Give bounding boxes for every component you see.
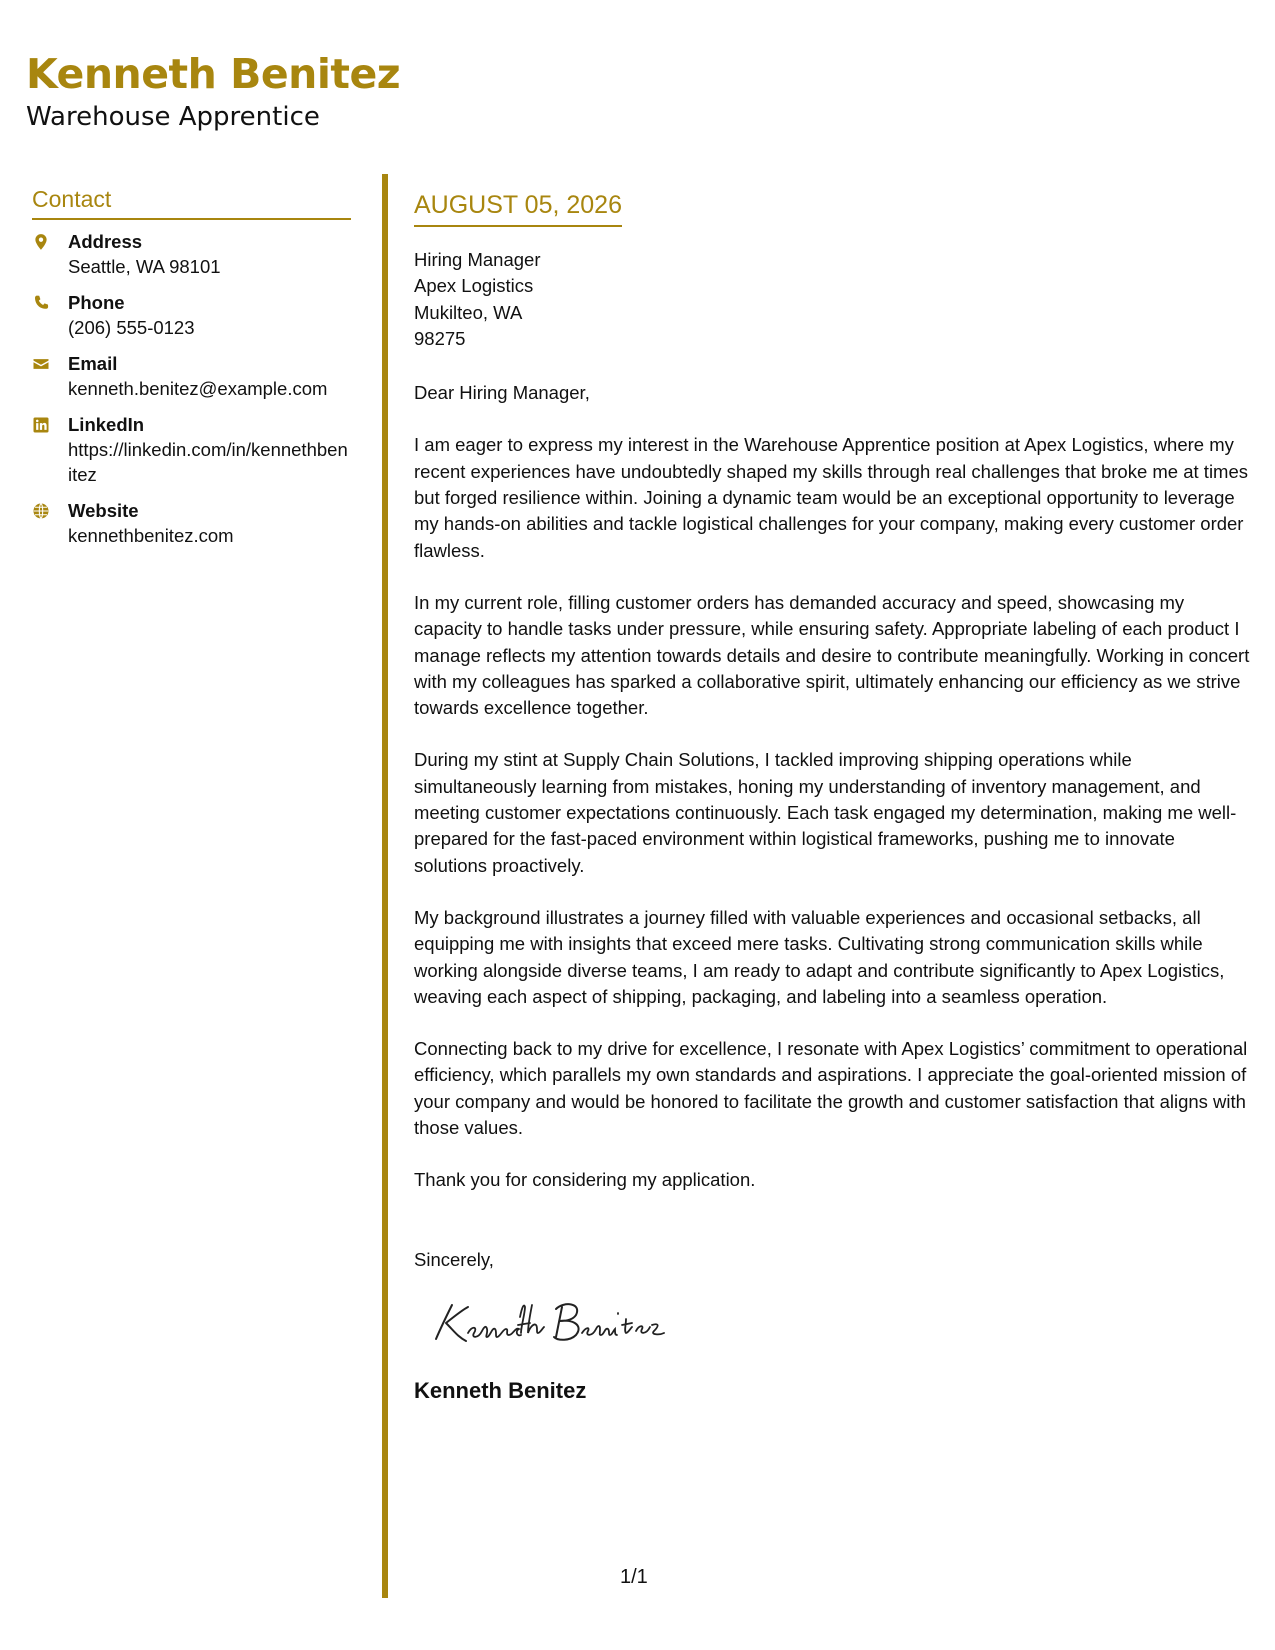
- contact-label: LinkedIn: [68, 414, 145, 435]
- closing: Sincerely,: [414, 1248, 494, 1270]
- contact-sidebar: [32, 186, 351, 560]
- vertical-divider: [382, 174, 388, 1598]
- envelope-icon: [32, 352, 68, 373]
- contact-label: Website: [68, 500, 139, 521]
- address-value: Seattle, WA 98101: [68, 256, 221, 277]
- email-value[interactable]: kenneth.benitez@example.com: [68, 378, 328, 399]
- letter-body: [414, 190, 1252, 1405]
- phone-value[interactable]: (206) 555-0123: [68, 317, 195, 338]
- contact-label: Email: [68, 353, 118, 374]
- recipient-city: Mukilteo, WA: [414, 301, 523, 323]
- contact-heading: Contact: [32, 186, 351, 220]
- signature-drawing: [422, 1295, 672, 1355]
- body-paragraph: I am eager to express my interest in the Warehouse Apprentice position at Apex Logistics, where my recent experiences have undoubtedly shaped my skills through real challenges that broke me at times but forged resilience within. Joining a dynamic team would be an exceptional opportunity to leverage my hands-on abilities and tackle logistical challenges for your company, making every customer order flawless.: [414, 434, 1248, 561]
- contact-item-linkedin: [32, 413, 351, 487]
- body-paragraph: Connecting back to my drive for excellence, I resonate with Apex Logistics’ commitment to operational efficiency, which parallels my own standards and aspirations. I appreciate the goal-oriented mission of your company and would be honored to facilitate the growth and customer satisfaction that aligns with those values.: [414, 1038, 1248, 1139]
- phone-icon: [32, 291, 68, 312]
- letter-header: [26, 48, 400, 134]
- salutation: Dear Hiring Manager,: [414, 382, 590, 404]
- handwritten-signature: [422, 1295, 672, 1355]
- page-number: 1/1: [620, 1566, 648, 1588]
- signer-name: Kenneth Benitez: [414, 1377, 587, 1403]
- globe-icon: [32, 499, 68, 520]
- contact-item-phone: [32, 291, 351, 340]
- recipient-block: [414, 247, 1252, 352]
- letter-date: AUGUST 05, 2026: [414, 190, 622, 227]
- job-title: Warehouse Apprentice: [26, 102, 320, 132]
- recipient-title: Hiring Manager: [414, 249, 541, 270]
- contact-list: [32, 230, 351, 548]
- body-paragraph: In my current role, filling customer orders has demanded accuracy and speed, showcasing my capacity to handle tasks under pressure, while ensuring safety. Appropriate labeling of each product I manage reflects my attention towards details and desire to contribute meaningfully. Working in concert with my colleagues has sparked a collaborative spirit, ultimately enhancing our efficiency as we strive towards excellence together.: [414, 591, 1250, 719]
- map-pin-icon: [32, 230, 68, 251]
- contact-item-email: [32, 352, 351, 401]
- contact-item-website: [32, 499, 351, 548]
- linkedin-icon: [32, 413, 68, 434]
- linkedin-value[interactable]: https://linkedin.com/in/kennethbenitez: [68, 439, 348, 485]
- body-paragraph: During my stint at Supply Chain Solutions, I tackled improving shipping operations while simultaneously learning from mistakes, honing my understanding of inventory management, and meeting customer expectations continuously. Each task engaged my determination, making me well-prepared for the fast-paced environment within logistical frameworks, pushing me to innovate solutions proactively.: [414, 749, 1237, 876]
- recipient-zip: 98275: [414, 327, 466, 349]
- website-value[interactable]: kennethbenitez.com: [68, 525, 234, 546]
- recipient-company: Apex Logistics: [414, 275, 534, 297]
- contact-label: Phone: [68, 292, 125, 313]
- body-paragraph: Thank you for considering my application.: [414, 1169, 756, 1191]
- contact-label: Address: [68, 231, 143, 252]
- applicant-name: Kenneth Benitez: [26, 50, 401, 98]
- body-paragraph: My background illustrates a journey filled with valuable experiences and occasional setbacks, all equipping me with insights that exceed mere tasks. Cultivating strong communication skills while working alongside diverse teams, I am ready to adapt and contribute significantly to Apex Logistics, weaving each aspect of shipping, packaging, and labeling into a seamless operation.: [414, 906, 1225, 1007]
- contact-item-address: [32, 230, 351, 279]
